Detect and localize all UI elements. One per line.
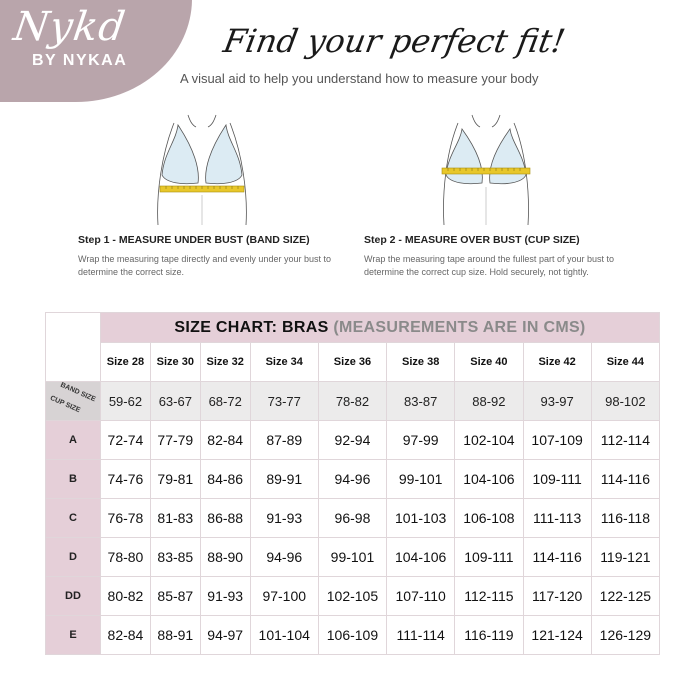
measurement-cell: 78-80 bbox=[101, 538, 151, 577]
band-size-label: BAND SIZE bbox=[59, 381, 97, 404]
size-header-row bbox=[46, 343, 660, 382]
cup-label-cell: C bbox=[46, 499, 101, 538]
size-header-cell: Size 28 bbox=[101, 343, 151, 382]
cup-label-cell: DD bbox=[46, 577, 101, 616]
measurement-cell: 97-99 bbox=[387, 421, 455, 460]
measurement-cell: 106-109 bbox=[318, 616, 386, 655]
measurement-cell: 99-101 bbox=[387, 460, 455, 499]
measurement-cell: 91-93 bbox=[200, 577, 250, 616]
step-2 bbox=[364, 234, 649, 279]
chart-title-note: (MEASUREMENTS ARE IN CMS) bbox=[333, 318, 586, 336]
measurement-cell: 104-106 bbox=[387, 538, 455, 577]
measurement-cell: 104-106 bbox=[455, 460, 523, 499]
cup-label-cell: D bbox=[46, 538, 101, 577]
cup-row bbox=[46, 460, 660, 499]
cup-label-cell: E bbox=[46, 616, 101, 655]
cup-row bbox=[46, 421, 660, 460]
band-range-cell: 59-62 bbox=[101, 382, 151, 421]
band-range-cell: 98-102 bbox=[591, 382, 659, 421]
over-bust-illustration bbox=[436, 113, 536, 225]
cup-row bbox=[46, 616, 660, 655]
size-header-cell: Size 38 bbox=[387, 343, 455, 382]
step-1-title: Step 1 - MEASURE UNDER BUST (BAND SIZE) bbox=[78, 234, 310, 246]
measurement-cell: 121-124 bbox=[523, 616, 591, 655]
page-subtitle: A visual aid to help you understand how to measure your body bbox=[180, 71, 539, 86]
page-title: Find your perfect fit! bbox=[220, 22, 568, 60]
cup-size-label: CUP SIZE bbox=[48, 394, 82, 415]
measurement-cell: 80-82 bbox=[101, 577, 151, 616]
size-header-cell: Size 36 bbox=[318, 343, 386, 382]
measurement-cell: 96-98 bbox=[318, 499, 386, 538]
measurement-cell: 101-104 bbox=[250, 616, 318, 655]
size-header-cell: Size 34 bbox=[250, 343, 318, 382]
measurement-cell: 112-114 bbox=[591, 421, 659, 460]
brand-logo-script: Nykd bbox=[10, 4, 129, 50]
size-header-cell: Size 40 bbox=[455, 343, 523, 382]
measurement-cell: 112-115 bbox=[455, 577, 523, 616]
band-range-cell: 78-82 bbox=[318, 382, 386, 421]
measurement-cell: 94-97 bbox=[200, 616, 250, 655]
measurement-cell: 74-76 bbox=[101, 460, 151, 499]
band-range-cell: 68-72 bbox=[200, 382, 250, 421]
cup-row bbox=[46, 577, 660, 616]
measurement-cell: 92-94 bbox=[318, 421, 386, 460]
step-2-description: Wrap the measuring tape around the fullest part of your bust to determine the correct cup size. Hold securely, not tightly. bbox=[364, 254, 614, 277]
corner-blank bbox=[46, 313, 101, 382]
size-header-cell: Size 42 bbox=[523, 343, 591, 382]
measurement-cell: 94-96 bbox=[318, 460, 386, 499]
measurement-cell: 77-79 bbox=[150, 421, 200, 460]
band-range-cell: 83-87 bbox=[387, 382, 455, 421]
measurement-cell: 109-111 bbox=[455, 538, 523, 577]
measurement-cell: 107-110 bbox=[387, 577, 455, 616]
size-header-cell: Size 44 bbox=[591, 343, 659, 382]
measurement-cell: 84-86 bbox=[200, 460, 250, 499]
measurement-cell: 85-87 bbox=[150, 577, 200, 616]
measurement-cell: 122-125 bbox=[591, 577, 659, 616]
measurement-cell: 126-129 bbox=[591, 616, 659, 655]
chart-title-main: SIZE CHART: BRAS bbox=[174, 318, 329, 336]
brand-logo-subtitle: BY NYKAA bbox=[32, 52, 128, 69]
measurement-cell: 119-121 bbox=[591, 538, 659, 577]
measurement-cell: 117-120 bbox=[523, 577, 591, 616]
bra-size-chart bbox=[45, 312, 660, 655]
cup-label-cell: B bbox=[46, 460, 101, 499]
measurement-cell: 88-91 bbox=[150, 616, 200, 655]
measurement-cell: 106-108 bbox=[455, 499, 523, 538]
measurement-cell: 88-90 bbox=[200, 538, 250, 577]
measurement-cell: 86-88 bbox=[200, 499, 250, 538]
band-range-cell: 88-92 bbox=[455, 382, 523, 421]
measurement-cell: 89-91 bbox=[250, 460, 318, 499]
measurement-cell: 79-81 bbox=[150, 460, 200, 499]
size-header-cell: Size 32 bbox=[200, 343, 250, 382]
measurement-cell: 114-116 bbox=[591, 460, 659, 499]
measurement-cell: 76-78 bbox=[101, 499, 151, 538]
measurement-cell: 72-74 bbox=[101, 421, 151, 460]
measurement-cell: 94-96 bbox=[250, 538, 318, 577]
step-1 bbox=[78, 234, 363, 279]
measurement-cell: 102-104 bbox=[455, 421, 523, 460]
step-2-title: Step 2 - MEASURE OVER BUST (CUP SIZE) bbox=[364, 234, 580, 246]
measurement-cell: 109-111 bbox=[523, 460, 591, 499]
measurement-cell: 81-83 bbox=[150, 499, 200, 538]
measurement-cell: 99-101 bbox=[318, 538, 386, 577]
measurement-cell: 83-85 bbox=[150, 538, 200, 577]
measurement-cell: 101-103 bbox=[387, 499, 455, 538]
measurement-cell: 111-114 bbox=[387, 616, 455, 655]
measurement-cell: 91-93 bbox=[250, 499, 318, 538]
chart-title bbox=[101, 313, 660, 343]
measurement-cell: 116-118 bbox=[591, 499, 659, 538]
band-cup-corner bbox=[46, 382, 101, 421]
cup-label-cell: A bbox=[46, 421, 101, 460]
measurement-cell: 111-113 bbox=[523, 499, 591, 538]
measurement-cell: 97-100 bbox=[250, 577, 318, 616]
cup-row bbox=[46, 499, 660, 538]
band-range-cell: 63-67 bbox=[150, 382, 200, 421]
measurement-cell: 114-116 bbox=[523, 538, 591, 577]
measurement-cell: 82-84 bbox=[101, 616, 151, 655]
measurement-cell: 107-109 bbox=[523, 421, 591, 460]
band-range-cell: 93-97 bbox=[523, 382, 591, 421]
size-header-cell: Size 30 bbox=[150, 343, 200, 382]
under-bust-illustration bbox=[152, 113, 252, 225]
measurement-cell: 102-105 bbox=[318, 577, 386, 616]
measurement-cell: 82-84 bbox=[200, 421, 250, 460]
band-range-cell: 73-77 bbox=[250, 382, 318, 421]
step-1-description: Wrap the measuring tape directly and evenly under your bust to determine the correct size. bbox=[78, 254, 331, 277]
measurement-cell: 87-89 bbox=[250, 421, 318, 460]
band-size-row bbox=[46, 382, 660, 421]
measurement-cell: 116-119 bbox=[455, 616, 523, 655]
cup-row bbox=[46, 538, 660, 577]
